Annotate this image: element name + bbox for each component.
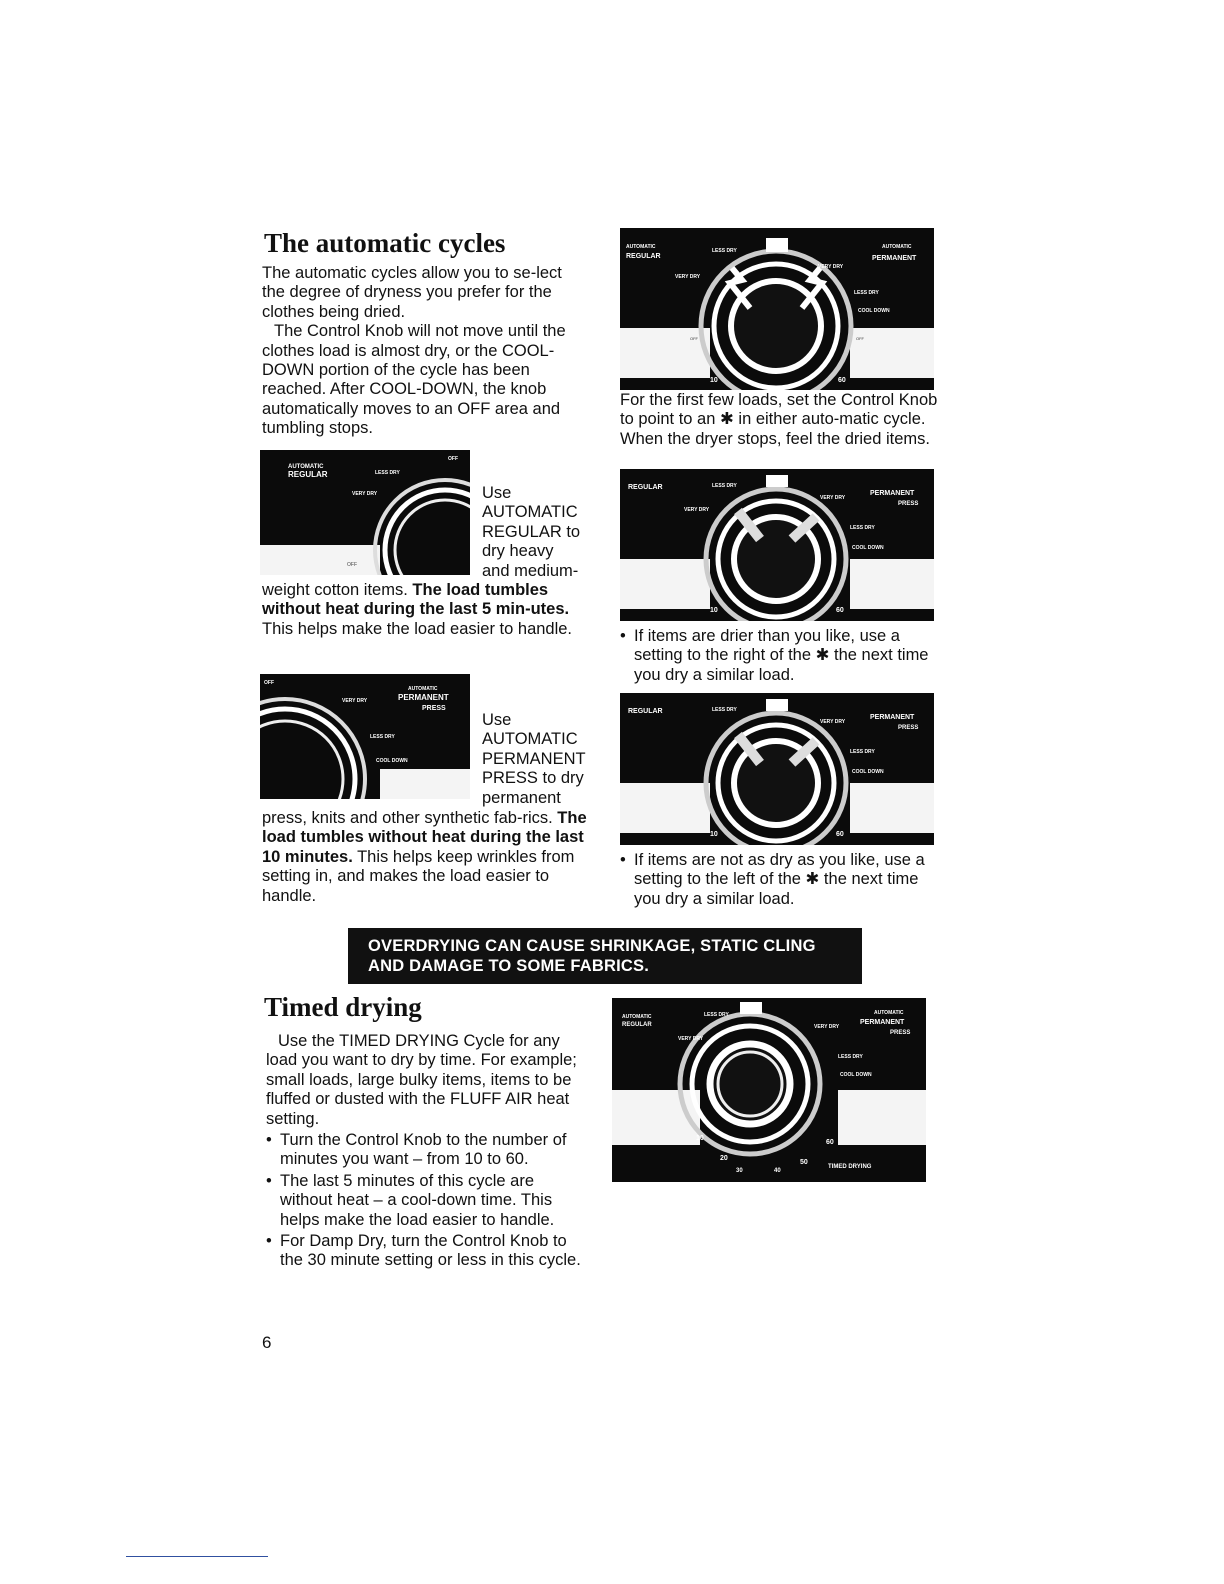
panel-label: PERMANENT — [872, 255, 917, 262]
perm-side-line: permanent — [482, 788, 561, 807]
panel-label: PRESS — [898, 725, 919, 731]
panel-label: VERY DRY — [684, 507, 710, 513]
panel-label: OFF — [448, 456, 458, 462]
bullet-drier: • If items are drier than you like, use a setting to the right of the ✱ the next time you dry a similar load. — [620, 627, 940, 685]
regular-side-text — [482, 484, 592, 581]
automatic-intro — [262, 264, 587, 439]
perm-text-tail: This helps keep wrinkles from setting in, and makes the load easier to handle. — [262, 847, 575, 905]
panel-label: TIMED DRYING — [828, 1164, 872, 1170]
timed-bullet-list — [266, 1131, 586, 1271]
panel-label: 40 — [774, 1168, 781, 1174]
perm-side-line: PERMANENT — [482, 749, 586, 768]
regular-text-tail: This helps make the load easier to handle. — [262, 619, 573, 638]
timed-intro: Use the TIMED DRYING Cycle for any load you want to dry by time. For example; small loads, large bulky items, items to be fluffed or dusted with the FLUFF AIR heat setting. — [266, 1032, 577, 1128]
panel-label: LESS DRY — [375, 470, 400, 476]
section-title-timed-drying: Timed drying — [264, 992, 422, 1022]
warning-line-2: AND DAMAGE TO SOME FABRICS. — [368, 957, 650, 975]
control-dial-image-2 — [620, 469, 934, 621]
panel-label: 50 — [800, 1159, 808, 1166]
panel-label: OFF — [856, 336, 864, 341]
panel-label: LESS DRY — [370, 734, 395, 740]
panel-label: PRESS — [898, 501, 919, 507]
panel-label: 60 — [836, 831, 844, 838]
panel-label: PRESS — [422, 705, 446, 712]
permanent-press-dial-image — [260, 674, 470, 799]
panel-label: 10 — [710, 377, 718, 384]
panel-label: VERY DRY — [814, 1024, 840, 1030]
timed-bullet: • The last 5 minutes of this cycle are without heat – a cool-down time. This helps make the load easier to handle. — [266, 1172, 586, 1230]
panel-label: VERY DRY — [342, 698, 368, 704]
control-dial-image-3 — [620, 693, 934, 845]
panel-label: LESS DRY — [838, 1054, 863, 1060]
perm-side-text — [482, 711, 592, 808]
panel-label: PRESS — [890, 1030, 911, 1036]
panel-label: REGULAR — [288, 470, 328, 479]
panel-label: LESS DRY — [704, 1012, 729, 1018]
intro-paragraph-1: The automatic cycles allow you to se-lect the degree of dryness you prefer for the clothes being dried. — [262, 264, 562, 321]
regular-side-line: AUTOMATIC — [482, 503, 578, 522]
panel-label: 60 — [838, 377, 846, 384]
regular-text-plain: weight cotton items. — [262, 581, 413, 599]
panel-label: OFF — [690, 336, 698, 341]
panel-label: 60 — [826, 1139, 834, 1146]
panel-label: OFF — [347, 562, 357, 568]
panel-label: AUTOMATIC — [622, 1014, 652, 1020]
regular-side-line: Use — [482, 484, 512, 502]
timed-drying-dial-image — [612, 998, 926, 1182]
panel-label: PERMANENT — [860, 1019, 905, 1026]
panel-label: COOL DOWN — [376, 758, 408, 764]
panel-label: REGULAR — [628, 484, 663, 491]
panel-label: LESS DRY — [712, 707, 737, 713]
regular-dial-image — [260, 450, 470, 575]
panel-label: 20 — [720, 1155, 728, 1162]
panel-label: PERMANENT — [870, 490, 915, 497]
timed-bullet: • Turn the Control Knob to the number of minutes you want – from 10 to 60. — [266, 1131, 586, 1170]
section-title-automatic-cycles: The automatic cycles — [264, 228, 506, 258]
timed-bullet: • For Damp Dry, turn the Control Knob to the 30 minute setting or less in this cycle. — [266, 1232, 586, 1271]
warning-banner — [348, 928, 862, 984]
panel-label: VERY DRY — [818, 264, 844, 270]
bullet-list-drier — [620, 627, 940, 687]
warning-line-1: OVERDRYING CAN CAUSE SHRINKAGE, STATIC CLING — [368, 937, 816, 955]
panel-label: AUTOMATIC — [874, 1010, 904, 1016]
panel-label: AUTOMATIC — [408, 686, 438, 692]
page-number: 6 — [262, 1333, 272, 1352]
panel-label: OFF — [264, 680, 274, 686]
bullet-not-dry: • If items are not as dry as you like, use a setting to the left of the ✱ the next time you dry a similar load. — [620, 851, 940, 909]
panel-label: VERY DRY — [352, 491, 378, 497]
footer-rule — [126, 1556, 268, 1557]
regular-side-line: dry heavy — [482, 542, 554, 561]
perm-side-line: AUTOMATIC — [482, 730, 578, 749]
intro-paragraph-2: The Control Knob will not move until the clothes load is almost dry, or the COOL-DOWN portion of the cycle has been reached. After COOL-DOWN, the knob automatically moves to an OFF area and tumbling stops. — [262, 322, 566, 438]
timed-drying-body — [266, 1032, 586, 1273]
perm-text-bold: The load tumbles without heat during the last 10 minutes. — [262, 809, 587, 866]
panel-label: VERY DRY — [820, 719, 846, 725]
panel-label: LESS DRY — [850, 749, 875, 755]
panel-label: VERY DRY — [820, 495, 846, 501]
panel-label: AUTOMATIC — [882, 244, 912, 250]
panel-label: PERMANENT — [398, 693, 449, 702]
panel-label: PERMANENT — [870, 714, 915, 721]
panel-label: 60 — [836, 607, 844, 614]
panel-label: VERY DRY — [678, 1036, 704, 1042]
panel-label: COOL DOWN — [852, 545, 884, 551]
panel-label: 10 — [710, 607, 718, 614]
panel-label: LESS DRY — [850, 525, 875, 531]
panel-label: AUTOMATIC — [288, 464, 324, 470]
regular-text-bold: The load tumbles without heat during the last 5 min-utes. — [262, 581, 570, 619]
panel-label: COOL DOWN — [852, 769, 884, 775]
panel-label: 10 — [696, 1135, 704, 1142]
caption-first-loads: For the first few loads, set the Control Knob to point to an ✱ in either auto-matic cycle. When the dryer stops, feel the dried items. — [620, 391, 938, 448]
regular-description — [262, 581, 587, 639]
panel-label: 30 — [736, 1168, 743, 1174]
panel-label: LESS DRY — [854, 290, 879, 296]
panel-label: REGULAR — [626, 253, 661, 260]
panel-label: AUTOMATIC — [626, 244, 656, 250]
perm-side-line: Use — [482, 711, 512, 729]
perm-side-line: PRESS to dry — [482, 769, 584, 788]
perm-description — [262, 809, 587, 906]
panel-label: LESS DRY — [712, 483, 737, 489]
panel-label: VERY DRY — [675, 274, 701, 280]
perm-text-plain: press, knits and other synthetic fab-rics. — [262, 809, 558, 827]
regular-side-line: REGULAR to — [482, 522, 581, 541]
bullet-list-not-dry — [620, 851, 940, 911]
control-dial-image-1 — [620, 228, 934, 390]
panel-label: COOL DOWN — [858, 308, 890, 314]
panel-label: COOL DOWN — [840, 1072, 872, 1078]
regular-side-line: and medium- — [482, 561, 579, 580]
panel-label: LESS DRY — [712, 248, 737, 254]
panel-label: REGULAR — [628, 708, 663, 715]
panel-label: 10 — [710, 831, 718, 838]
panel-label: REGULAR — [622, 1022, 652, 1028]
